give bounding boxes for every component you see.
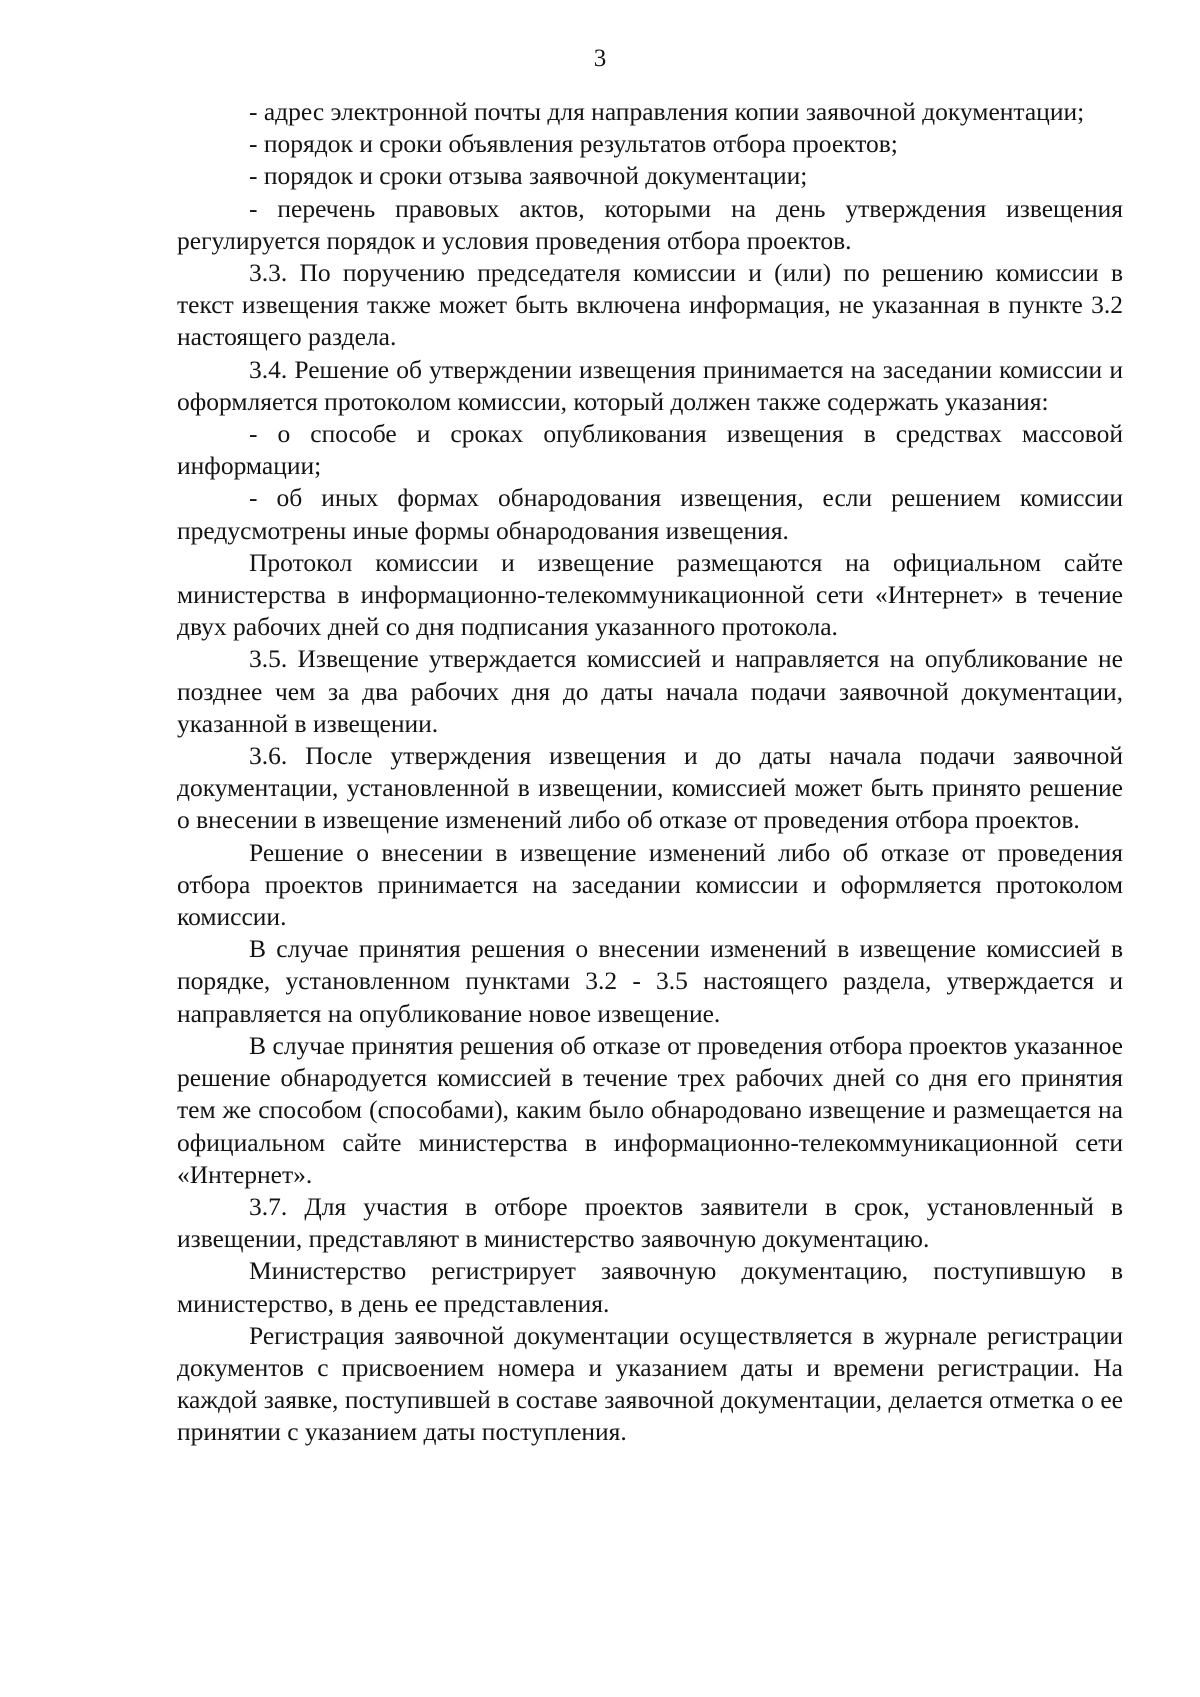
paragraph-changes-decision: Решение о внесении в извещение изменений либо об отказе от проведения отбора проектов принимается на заседании комиссии и оформляется протоколом комиссии. bbox=[177, 837, 1123, 932]
paragraph-3-7: 3.7. Для участия в отборе проектов заявители в срок, установленный в извещении, представляют в министерство заявочную документацию. bbox=[177, 1191, 1123, 1254]
paragraph-cancellation: В случае принятия решения об отказе от проведения отбора проектов указанное решение обнародуется комиссией в течение трех рабочих дней со дня его принятия тем же способом (способами), каким было обнародовано извещение и размещается на официальном сайте министерства в информационно-телекоммуникационной сети «Интернет». bbox=[177, 1030, 1123, 1189]
paragraph-3-4: 3.4. Решение об утверждении извещения принимается на заседании комиссии и оформляется протоколом комиссии, который должен также содержать указания: bbox=[177, 354, 1123, 416]
document-body bbox=[177, 96, 1123, 1449]
paragraph-other-forms: - об иных формах обнародования извещения, если решением комиссии предусмотрены иные формы обнародования извещения. bbox=[177, 483, 1123, 545]
page-number: 3 bbox=[593, 45, 607, 72]
paragraph-withdrawal-terms: - порядок и сроки отзыва заявочной документации; bbox=[249, 161, 808, 191]
paragraph-3-3: 3.3. По поручению председателя комиссии и (или) по решению комиссии в текст извещения также может быть включена информация, не указанная в пункте 3.2 настоящего раздела. bbox=[177, 258, 1123, 352]
paragraph-legal-acts-list: - перечень правовых актов, которыми на день утверждения извещения регулируется порядок и условия проведения отбора проектов. bbox=[177, 193, 1123, 255]
paragraph-email-address: - адрес электронной почты для направления копии заявочной документации; bbox=[249, 97, 1085, 126]
paragraph-3-5: 3.5. Извещение утверждается комиссией и направляется на опубликование не позднее чем за два рабочих дня до даты начала подачи заявочной документации, указанной в извещении. bbox=[177, 644, 1123, 738]
paragraph-3-6: 3.6. После утверждения извещения и до даты начала подачи заявочной документации, установленной в извещении, комиссией может быть принято решение о внесении в извещение изменений либо об отказе от проведения отбора проектов. bbox=[177, 741, 1123, 835]
paragraph-registration-journal: Регистрация заявочной документации осуществляется в журнале регистрации документов с присвоением номера и указанием даты и времени регистрации. На каждой заявке, поступившей в составе заявочной документации, делается отметка о ее принятии с указанием даты поступления. bbox=[177, 1320, 1123, 1447]
paragraph-registration-day: Министерство регистрирует заявочную документацию, поступившую в министерство, в день ее представления. bbox=[177, 1256, 1123, 1318]
paragraph-protocol-posting: Протокол комиссии и извещение размещаются на официальном сайте министерства в информационно-телекоммуникационной сети «Интернет» в течение двух рабочих дней со дня подписания указанного протокола. bbox=[177, 547, 1123, 642]
paragraph-new-notice: В случае принятия решения о внесении изменений в извещение комиссией в порядке, установленном пунктами 3.2 - 3.5 настоящего раздела, утверждается и направляется на опубликование новое извещение. bbox=[177, 934, 1123, 1028]
paragraph-results-announcement: - порядок и сроки объявления результатов отбора проектов; bbox=[249, 129, 898, 159]
paragraph-publication-method: - о способе и сроках опубликования извещения в средствах массовой информации; bbox=[177, 419, 1123, 481]
